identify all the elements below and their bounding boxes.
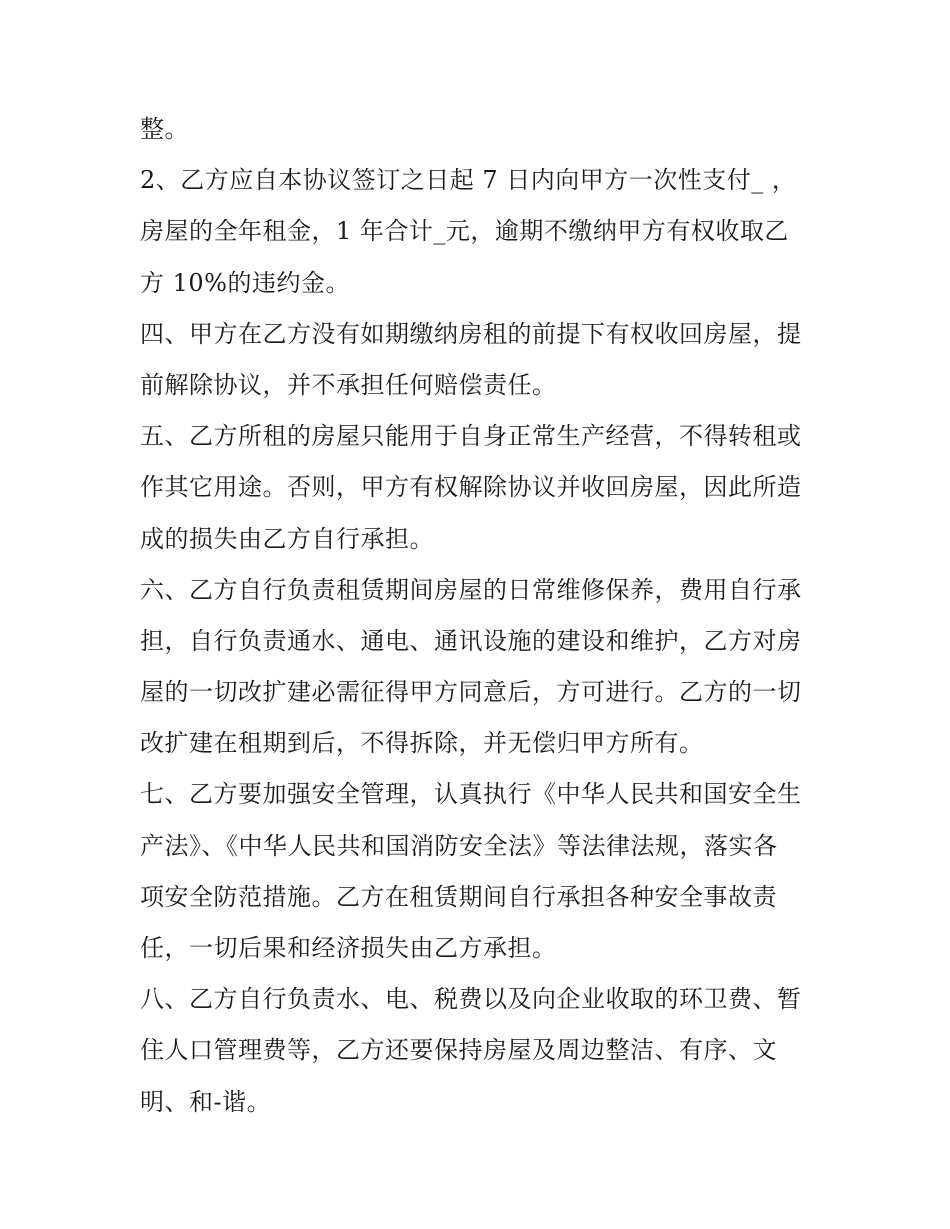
text-line: 五、乙方所租的房屋只能用于自身正常生产经营，不得转租或 [140,422,802,451]
text-line: 产法》、《中华人民共和国消防安全法》等法律法规，落实各 [140,831,778,860]
text-line: 明、和-谐。 [140,1087,272,1116]
text-line: 整。 [140,115,189,143]
text-line: 方 10%的违约金。 [140,268,350,297]
text-line: 六、乙方自行负责租赁期间房屋的日常维修保养，费用自行承 [140,575,802,604]
contract-text [140,104,830,1128]
text-line: 担，自行负责通水、通电、通讯设施的建设和维护，乙方对房 [140,626,802,655]
text-line: 成的损失由乙方自行承担。 [140,524,434,553]
text-line: 改扩建在租期到后，不得拆除，并无偿归甲方所有。 [140,729,704,758]
text-line: 四、甲方在乙方没有如期缴纳房租的前提下有权收回房屋，提 [140,319,802,348]
text-line: 七、乙方要加强安全管理，认真执行《中华人民共和国安全生 [140,780,802,809]
text-line: 住人口管理费等，乙方还要保持房屋及周边整洁、有序、文 [140,1036,777,1065]
text-line: 八、乙方自行负责水、电、税费以及向企业收取的环卫费、暂 [140,985,802,1014]
text-line: 屋的一切改扩建必需征得甲方同意后，方可进行。乙方的一切 [140,678,802,707]
text-line: 作其它用途。否则，甲方有权解除协议并收回房屋，因此所造 [140,473,802,502]
text-line: 项安全防范措施。乙方在租赁期间自行承担各种安全事故责 [140,882,777,911]
text-line: 2、乙方应自本协议签订之日起 7 日内向甲方一次性支付_ ， [140,166,797,195]
text-line: 任，一切后果和经济损失由乙方承担。 [140,934,557,962]
text-line: 房屋的全年租金，1 年合计_元，逾期不缴纳甲方有权收取乙 [140,217,789,246]
text-line: 前解除协议，并不承担任何赔偿责任。 [140,370,557,399]
